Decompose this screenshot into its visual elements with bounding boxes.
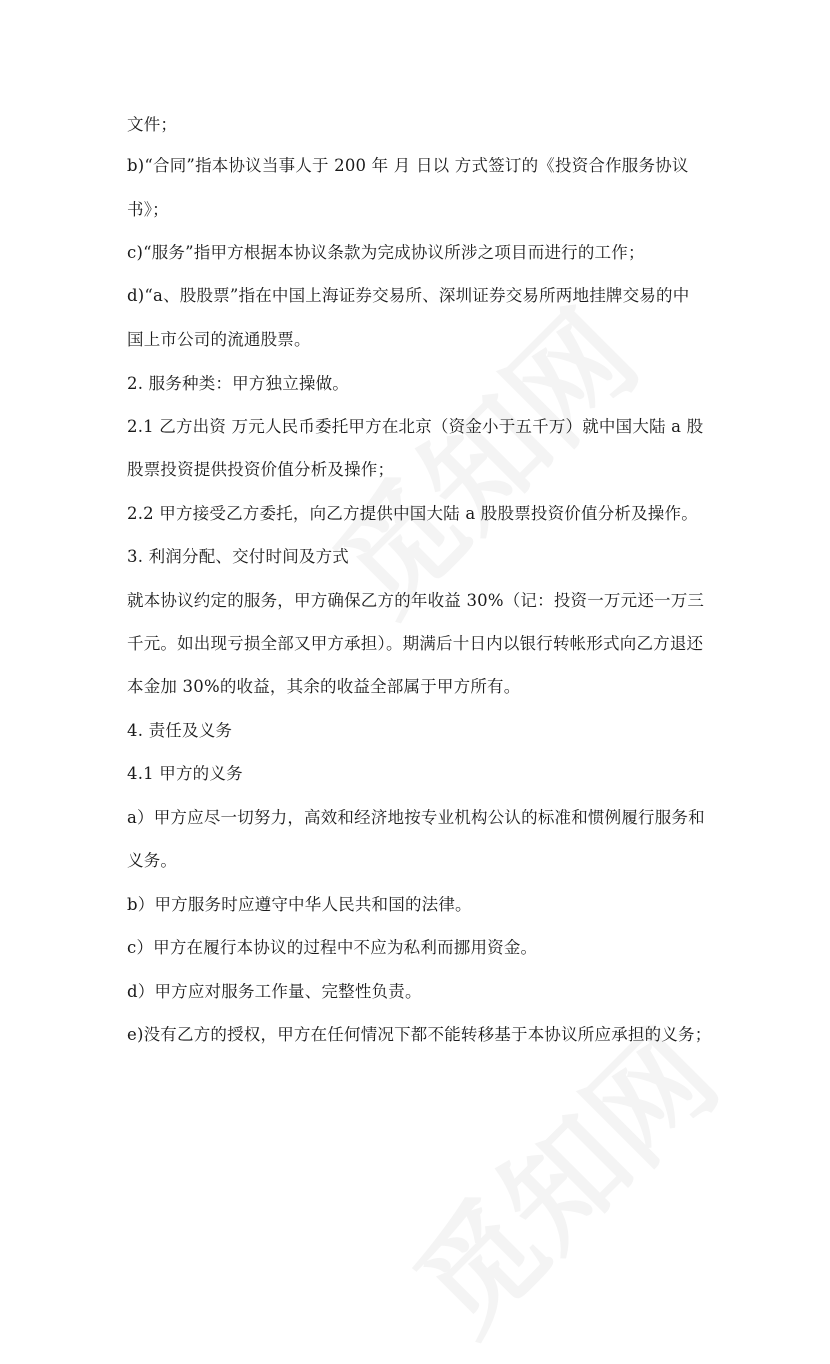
- text-line: b)“合同”指本协议当事人于 200 年 月 日以 方式签订的《投资合作服务协议: [127, 156, 689, 175]
- text-line: a）甲方应尽一切努力，高效和经济地按专业机构公认的标准和惯例履行服务和: [127, 808, 705, 827]
- text-line: 2.1 乙方出资 万元人民币委托甲方在北京（资金小于五千万）就中国大陆 a 股: [127, 417, 704, 436]
- text-line: 书》；: [127, 200, 169, 219]
- text-line: 股票投资提供投资价值分析及操作；: [127, 460, 395, 479]
- text-line: 国上市公司的流通股票。: [127, 330, 311, 349]
- watermark: [292, 268, 668, 644]
- text-line: 千元。如出现亏损全部又甲方承担）。期满后十日内以银行转帐形式向乙方退还: [127, 634, 704, 653]
- section-heading: 3. 利润分配、交付时间及方式: [127, 547, 349, 566]
- text-line: 就本协议约定的服务，甲方确保乙方的年收益 30%（记：投资一万元还一万三: [127, 591, 705, 610]
- text-line: 本金加 30%的收益，其余的收益全部属于甲方所有。: [127, 677, 521, 696]
- text-line: c)“服务”指甲方根据本协议条款为完成协议所涉之项目而进行的工作；: [127, 243, 645, 262]
- text-line: e)没有乙方的授权，甲方在任何情况下都不能转移基于本协议所应承担的义务；: [127, 1025, 712, 1044]
- text-line: b）甲方服务时应遵守中华人民共和国的法律。: [127, 895, 472, 914]
- text-line: 义务。: [127, 851, 178, 870]
- text-line: d）甲方应对服务工作量、完整性负责。: [127, 982, 422, 1001]
- text-line: 2.2 甲方接受乙方委托，向乙方提供中国大陆 a 股股票投资价值分析及操作。: [127, 504, 698, 523]
- section-heading: 2. 服务种类：甲方独立操做。: [127, 374, 349, 393]
- subsection-heading: 4.1 甲方的义务: [127, 764, 243, 783]
- text-line: d)“a、股股票”指在中国上海证券交易所、深圳证券交易所两地挂牌交易的中: [127, 286, 690, 305]
- text-line: c）甲方在履行本协议的过程中不应为私利而挪用资金。: [127, 938, 538, 957]
- section-heading: 4. 责任及义务: [127, 721, 233, 740]
- text-line: 文件；: [127, 115, 178, 134]
